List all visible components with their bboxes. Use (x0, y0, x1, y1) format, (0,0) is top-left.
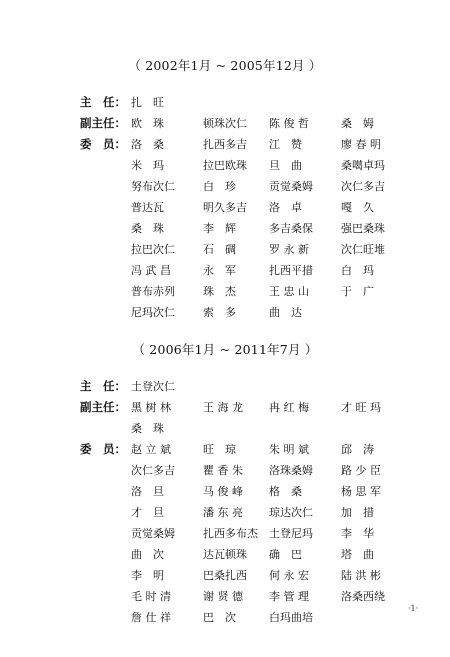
member-name: 次仁多吉 (131, 464, 175, 477)
member-name: 洛 旦 (131, 485, 164, 498)
member-name: 江 赞 (269, 138, 302, 151)
member-name: 桑 珠 (131, 222, 164, 235)
role-label: 主 任： (80, 95, 126, 109)
member-name: 加 措 (341, 506, 374, 519)
member-name: 何 永 宏 (269, 569, 309, 582)
role-label: 副主任： (80, 116, 126, 130)
member-name: 明久多吉 (203, 201, 247, 214)
member-name: 王 忠 山 (269, 285, 309, 298)
period-heading: （ 2002年1月 ~ 2005年12月 ） (128, 58, 322, 73)
member-name: 才 旦 (131, 506, 164, 519)
member-name: 旦 曲 (269, 159, 302, 172)
member-name: 巴 次 (203, 611, 236, 624)
member-name: 次仁旺堆 (341, 243, 385, 256)
role-row (0, 376, 450, 397)
member-name: 王 海 龙 (203, 401, 243, 414)
member-name: 毛 时 清 (131, 590, 171, 603)
member-name: 达瓦顿珠 (203, 548, 247, 561)
member-name: 洛 卓 (269, 201, 302, 214)
member-name: 确 巴 (269, 548, 302, 561)
member-name: 洛珠桑姆 (269, 464, 313, 477)
member-name: 格 桑 (269, 485, 302, 498)
page-number: ·1· (408, 604, 419, 613)
member-name: 土登次仁 (131, 380, 175, 393)
member-name: 白 珍 (203, 180, 236, 193)
member-name: 旺 琼 (203, 443, 236, 456)
member-name: 瞿 香 朱 (203, 464, 243, 477)
member-name: 洛 桑 (131, 138, 164, 151)
member-name: 曲 达 (269, 306, 302, 319)
member-name: 嘎 久 (341, 201, 374, 214)
member-name: 白 玛 (341, 264, 374, 277)
member-name: 曲 次 (131, 548, 164, 561)
member-name: 李 明 (131, 569, 164, 582)
member-name: 罗 永 新 (269, 243, 309, 256)
member-name: 普达瓦 (131, 201, 164, 214)
member-name: 普布赤列 (131, 285, 175, 298)
member-name: 拉巴欧珠 (203, 159, 247, 172)
member-name: 扎 旺 (131, 96, 164, 109)
member-name: 桑 珠 (131, 422, 164, 435)
member-name: 贡觉桑姆 (131, 527, 175, 540)
member-name: 詹 仕 祥 (131, 611, 171, 624)
role-label: 委 员： (80, 137, 126, 151)
role-row (0, 134, 450, 323)
section-2006-2011 (0, 340, 450, 628)
member-name: 努布次仁 (131, 180, 175, 193)
member-name: 琼达次仁 (269, 506, 313, 519)
member-name: 桑 姆 (341, 117, 374, 130)
member-name: 邱 涛 (341, 443, 374, 456)
member-name: 黑 树 林 (131, 401, 171, 414)
member-name: 李 华 (341, 527, 374, 540)
member-name: 次仁多吉 (341, 180, 385, 193)
member-name: 赵 立 斌 (131, 443, 171, 456)
member-name: 白玛曲培 (269, 611, 313, 624)
member-name: 冉 红 梅 (269, 401, 309, 414)
role-label: 主 任： (80, 379, 126, 393)
section-2002-2005 (0, 56, 450, 323)
member-name: 米 玛 (131, 159, 164, 172)
member-name: 朱 明 斌 (269, 443, 309, 456)
member-name: 马 俊 峰 (203, 485, 243, 498)
period-heading: （ 2006年1月 ~ 2011年7月 ） (132, 342, 318, 357)
member-name: 洛桑西绕 (341, 590, 385, 603)
member-name: 廖 春 明 (341, 138, 381, 151)
member-name: 土登尼玛 (269, 527, 313, 540)
member-name: 陆 洪 彬 (341, 569, 381, 582)
member-name: 多吉桑保 (269, 222, 313, 235)
member-name: 欧 珠 (131, 117, 164, 130)
member-name: 索 多 (203, 306, 236, 319)
member-name: 拉巴次仁 (131, 243, 175, 256)
member-name: 巴桑扎西 (203, 569, 247, 582)
member-name: 强巴桑珠 (341, 222, 385, 235)
member-name: 陈 俊 哲 (269, 117, 309, 130)
member-name: 塔 曲 (341, 548, 374, 561)
member-name: 扎西多吉 (203, 138, 247, 151)
member-name: 才 旺 玛 (341, 401, 381, 414)
role-label: 委 员： (80, 442, 126, 456)
member-name: 谢 贤 德 (203, 590, 243, 603)
role-row (0, 397, 450, 439)
member-name: 路 少 臣 (341, 464, 381, 477)
member-name: 杨 思 军 (341, 485, 381, 498)
member-name: 于 广 (341, 285, 374, 298)
member-name: 李 管 理 (269, 590, 309, 603)
member-name: 珠 杰 (203, 285, 236, 298)
member-name: 桑噶卓玛 (341, 159, 385, 172)
member-name: 冯 武 昌 (131, 264, 171, 277)
member-name: 贡觉桑姆 (269, 180, 313, 193)
member-name: 尼玛次仁 (131, 306, 175, 319)
role-row (0, 92, 450, 113)
member-name: 顿珠次仁 (203, 117, 247, 130)
member-name: 扎西多布杰 (203, 527, 258, 540)
role-row (0, 439, 450, 628)
role-row (0, 113, 450, 134)
member-name: 李 辉 (203, 222, 236, 235)
member-name: 永 军 (203, 264, 236, 277)
member-name: 扎西平措 (269, 264, 313, 277)
member-name: 石 碉 (203, 243, 236, 256)
role-label: 副主任： (80, 400, 126, 414)
member-name: 潘 东 亮 (203, 506, 243, 519)
